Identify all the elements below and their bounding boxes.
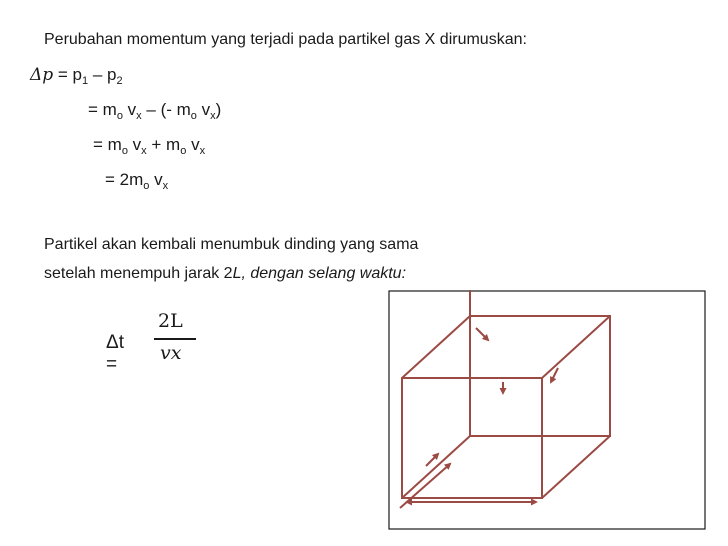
- paragraph-line-1: Partikel akan kembali menumbuk dinding yang sama: [44, 236, 419, 253]
- fraction-bar: [154, 338, 196, 340]
- cube-edge: [542, 316, 610, 378]
- cube-svg: [388, 290, 706, 530]
- equation-line-2: = $m_o$ $v_x$ – (- $m_o$ $v_x$): [88, 100, 222, 122]
- formula-numerator: 2L: [158, 310, 183, 332]
- equation-line-3: = $m_o$ $v_x + m_o$ $v_x$: [93, 135, 206, 157]
- cube-edge: [542, 436, 610, 498]
- equation-line-4: = $2m_o$ $v_x$: [105, 170, 169, 192]
- cube-edge: [402, 436, 470, 498]
- paragraph-line-2: setelah menempuh jarak 2L, dengan selang waktu:: [44, 265, 407, 282]
- cube-diagram: [388, 290, 706, 535]
- formula-lhs: Δt =: [106, 332, 124, 375]
- cube-edge: [402, 316, 470, 378]
- intro-text: Perubahan momentum yang terjadi pada partikel gas X dirumuskan:: [44, 31, 527, 48]
- equation-line-1: $\Delta p = p_1 - p_2$: [30, 65, 123, 87]
- arrow-lower-left: [426, 454, 438, 466]
- delta-p-symbol: Δp: [30, 65, 54, 85]
- arrow-top-diagonal: [476, 328, 488, 340]
- formula-denominator: vx: [160, 342, 182, 364]
